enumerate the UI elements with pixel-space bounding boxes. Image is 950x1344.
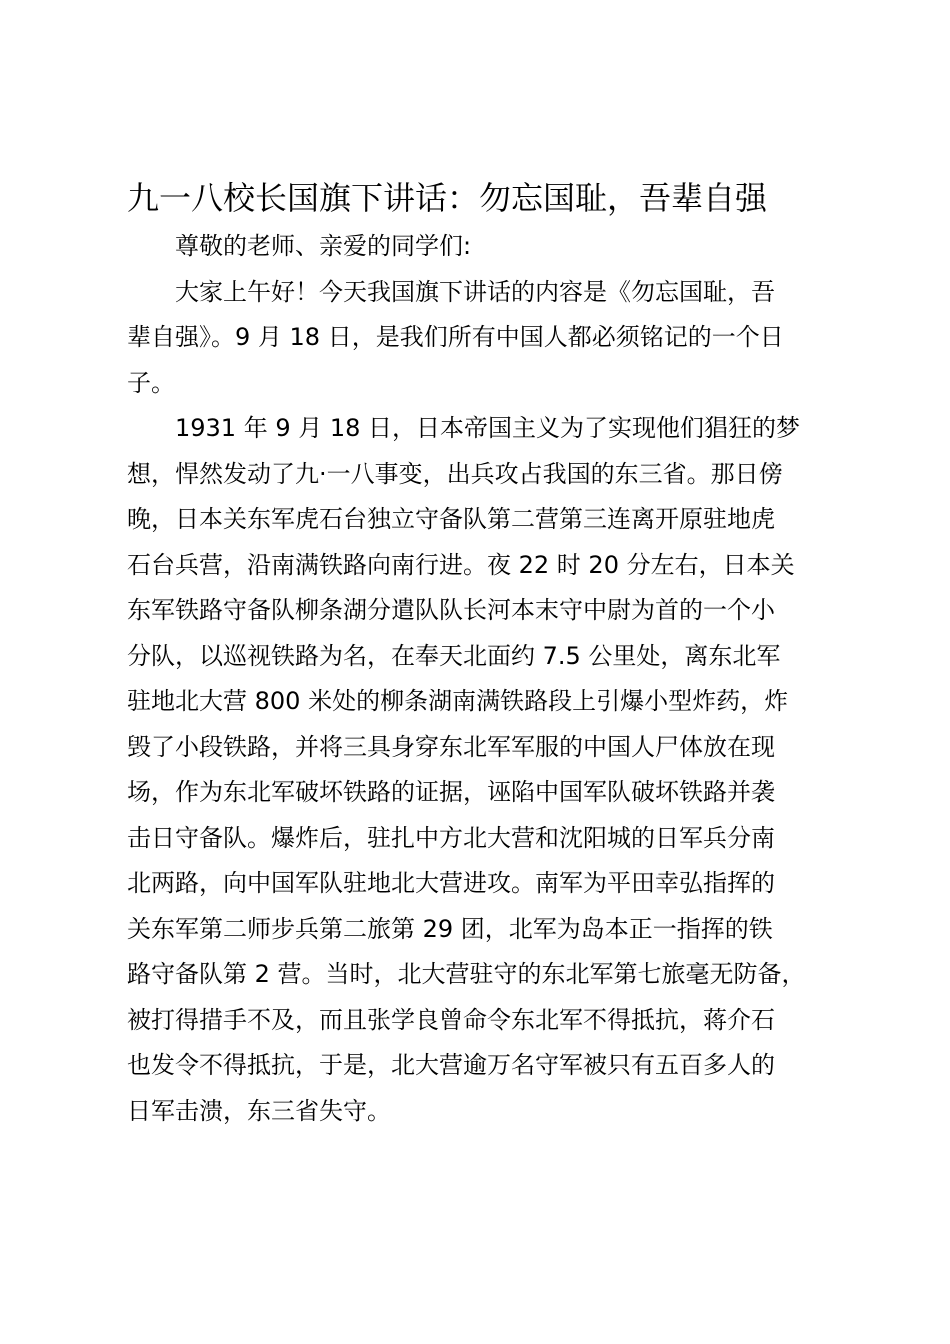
text-line: 场，作为东北军破坏铁路的证据，诬陷中国军队破坏铁路并袭 — [127, 778, 775, 806]
document-page — [127, 172, 831, 1134]
text-line: 石台兵营，沿南满铁路向南行进。夜 22 时 20 分左右，日本关 — [127, 550, 795, 579]
greeting-paragraph — [127, 224, 831, 270]
text-line: 关东军第二师步兵第二旅第 29 团，北军为岛本正一指挥的铁 — [127, 914, 773, 943]
text-line: 也发令不得抵抗，于是，北大营逾万名守军被只有五百多人的 — [127, 1051, 775, 1079]
text-line: 被打得措手不及，而且张学良曾命令东北军不得抵抗，蒋介石 — [127, 1005, 775, 1034]
text-line: 路守备队第 2 营。当时，北大营驻守的东北军第七旅毫无防备， — [127, 960, 806, 988]
opening-paragraph — [127, 270, 831, 407]
text-line: 东军铁路守备队柳条湖分遣队队长河本末守中尉为首的一个小 — [127, 596, 775, 624]
text-line: 大家上午好！今天我国旗下讲话的内容是《勿忘国耻，吾 — [175, 277, 775, 306]
text-line: 晚，日本关东军虎石台独立守备队第二营第三连离开原驻地虎 — [127, 505, 775, 533]
text-line: 日军击溃，东三省失守。 — [127, 1096, 391, 1125]
text-line: 毁了小段铁路，并将三具身穿东北军军服的中国人尸体放在现 — [127, 732, 775, 761]
text-line: 辈自强》。9 月 18 日，是我们所有中国人都必须铭记的一个日 — [127, 323, 784, 351]
text-line: 驻地北大营 800 米处的柳条湖南满铁路段上引爆小型炸药，炸 — [127, 687, 789, 715]
text-line: 北两路，向中国军队驻地北大营进攻。南军为平田幸弘指挥的 — [127, 869, 775, 897]
text-line: 1931 年 9 月 18 日，日本帝国主义为了实现他们猖狂的梦 — [175, 414, 801, 442]
text-line: 分队，以巡视铁路为名，在奉天北面约 7.5 公里处，离东北军 — [127, 641, 781, 670]
history-paragraph — [127, 406, 831, 1134]
text-line: 击日守备队。爆炸后，驻扎中方北大营和沈阳城的日军兵分南 — [127, 823, 775, 852]
text-line: 想，悍然发动了九·一八事变，出兵攻占我国的东三省。那日傍 — [127, 459, 783, 488]
document-title: 九一八校长国旗下讲话：勿忘国耻，吾辈自强 — [127, 179, 768, 217]
text-line: 尊敬的老师、亲爱的同学们: — [175, 232, 472, 260]
text-line: 子。 — [127, 368, 175, 397]
